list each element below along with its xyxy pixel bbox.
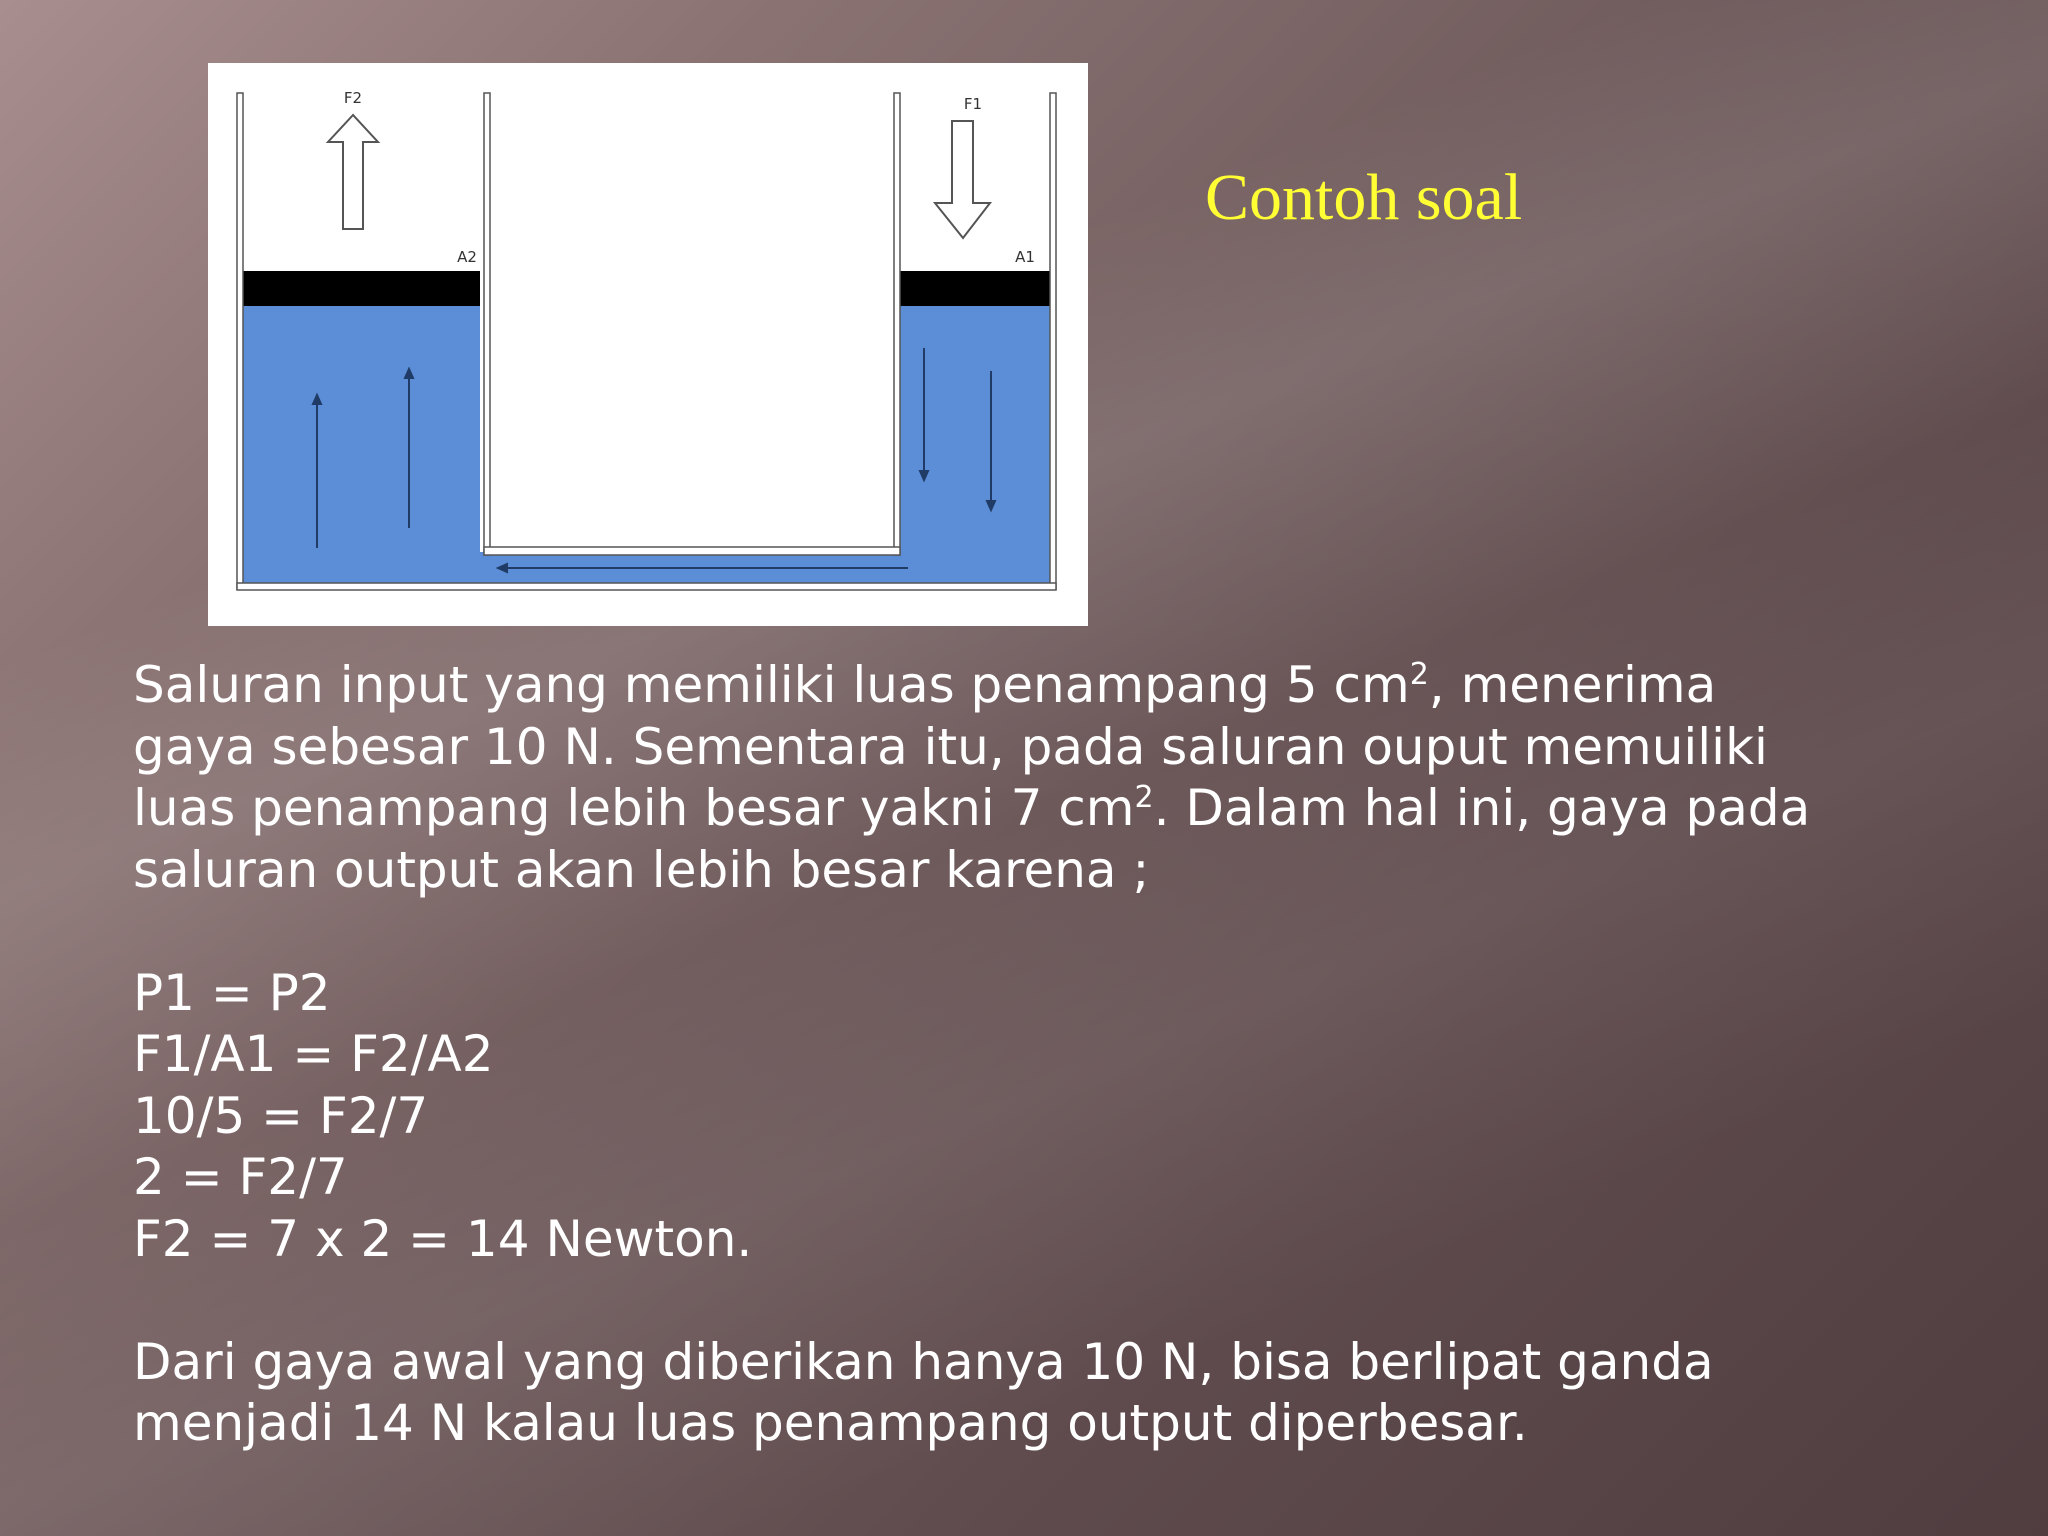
equation-line: 2 = F2/7 (133, 1148, 348, 1206)
hydraulic-diagram (208, 63, 1088, 626)
conclusion-line-1: Dari gaya awal yang diberikan hanya 10 N, bisa berlipat ganda (133, 1332, 1714, 1391)
spacer (133, 1270, 1933, 1332)
spacer (133, 901, 1933, 963)
equation-line: P1 = P2 (133, 963, 331, 1022)
problem-line-3 (133, 778, 1933, 840)
problem-line-3-text: luas penampang lebih besar yakni 7 cm (133, 779, 1135, 837)
label-f1: F1 (963, 95, 983, 113)
problem-line-4: saluran output akan lebih besar karena ; (133, 840, 1150, 899)
force-f2-arrow (328, 115, 378, 229)
problem-line-1-tail: , menerima (1428, 656, 1717, 714)
slide-title: Contoh soal (1205, 161, 1523, 234)
superscript-2: 2 (1409, 657, 1429, 692)
label-a2: A2 (457, 248, 477, 266)
equation-line: F1/A1 = F2/A2 (133, 1025, 494, 1083)
equation-line: F2 = 7 x 2 = 14 Newton. (133, 1209, 753, 1268)
problem-line-1 (133, 655, 1933, 717)
piston-a1 (900, 271, 1056, 306)
piston-a2 (238, 271, 480, 306)
problem-line-1-text: Saluran input yang memiliki luas penampang 5 cm (133, 656, 1410, 714)
superscript-2: 2 (1134, 780, 1154, 815)
problem-line-3-tail: . Dalam hal ini, gaya pada (1153, 779, 1811, 837)
fluid-left-column (238, 306, 480, 588)
label-f2: F2 (343, 89, 363, 107)
conclusion-line-2: menjadi 14 N kalau luas penampang output diperbesar. (133, 1394, 1528, 1452)
equation-line: 10/5 = F2/7 (133, 1086, 429, 1145)
force-f1-arrow (935, 121, 990, 238)
label-a1: A1 (1015, 248, 1035, 266)
problem-line-2: gaya sebesar 10 N. Sementara itu, pada saluran ouput memuiliki (133, 717, 1768, 776)
hydraulic-diagram-svg (208, 63, 1088, 626)
body-text (133, 655, 1933, 1455)
